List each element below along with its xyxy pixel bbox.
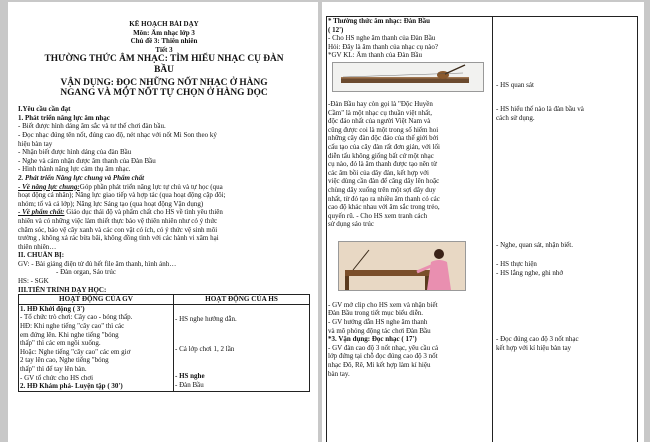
quality-text: Giáo dục thái độ và phẩm chất cho HS về tình yêu thiên — [64, 208, 223, 217]
text-line: - HS nghe — [175, 371, 205, 380]
process-heading: III.TIẾN TRÌNH DẠY HỌC: — [18, 285, 107, 294]
lesson-title-line-1: THƯỜNG THỨC ÂM NHẠC: TÌM HIỂU NHẠC CỤ ĐÀN — [44, 54, 284, 65]
student-activity-cell — [493, 17, 638, 442]
student-column-header: HOẠT ĐỘNG CỦA HS — [174, 295, 310, 305]
activity-table-continued — [326, 16, 638, 442]
dan-bau-instrument-image — [332, 62, 484, 92]
requirements-heading: I.Yêu cầu cần đạt — [18, 105, 71, 114]
text-line: - Đọc đúng cao độ 3 nốt nhạc — [496, 335, 579, 343]
text-line: - GV tổ chức cho HS chơi — [20, 373, 94, 382]
teacher-activity-cell — [327, 17, 493, 442]
text-line: - Nhận biết được hình dáng của đàn Bầu — [18, 148, 132, 157]
text-line: Cầm" là một nhạc cụ thuần việt nhất, — [328, 108, 432, 117]
text-line: trường , không xả rác bừa bãi, không đồng tình với các hành vi xâm hại — [18, 234, 219, 243]
text-line: ( 12') — [328, 25, 344, 34]
text-line: - Hình thành năng lực cảm thụ âm nhạc. — [18, 165, 131, 174]
text-line: cụ nào, đó là âm thanh được tạo nên từ — [328, 160, 437, 169]
plan-title: KẾ HOẠCH BÀI DẠY — [129, 20, 199, 28]
text-line: việc dùng cần đàn để căng dây lên hoặc — [328, 177, 440, 186]
student-activity-cell — [174, 304, 310, 391]
quality-label: - Về phẩm chất: — [18, 208, 65, 217]
dan-bau-instrument-icon — [333, 63, 484, 92]
text-line: thiên nhiên… — [18, 242, 57, 251]
text-line: 2 tay lên cao, Nghe tiếng "bóng — [20, 356, 109, 365]
text-line: - Đàn organ, Sáo trúc — [56, 268, 116, 277]
performer-playing-icon — [339, 242, 466, 291]
text-line: hoạt động cá nhân); Năng lực giao tiếp và hợp tác (qua hoạt động cặp đôi; — [18, 191, 226, 200]
text-line: thấp" thì các em ngồi xuống. — [20, 339, 101, 348]
competence-label: - Về năng lực chung: — [18, 182, 80, 191]
activity-table — [18, 294, 310, 391]
period-line: Tiết 3 — [155, 45, 173, 54]
text-line: - Nghe và cảm nhận được âm thanh của Đàn Bầu — [18, 156, 156, 165]
text-line: - HS hiểu thế nào là đàn bầu và — [496, 105, 584, 113]
text-line: - GV đàn cao độ 3 nốt nhạc, yêu cầu cả — [328, 343, 439, 352]
text-line: các âm bồi của dây đàn, kết hợp với — [328, 168, 429, 177]
text-line: chùng dây xuống trên một sợi dây duy — [328, 185, 436, 194]
text-line: cách sử dụng. — [496, 113, 535, 122]
text-line: hiệu bàn tay — [18, 139, 53, 148]
text-line: *GV KL: Âm thanh của Đàn Bầu — [328, 51, 422, 60]
text-line: HĐ: Khi nghe tiếng "cây cao" thì các — [20, 321, 125, 330]
text-line: những cây đàn độc đáo của thế giới bởi — [328, 134, 439, 143]
text-line: - GV hướng dẫn HS nghe âm thanh — [328, 318, 428, 327]
text-line: nhiên và có những việc làm thiết thực bảo vệ thiên nhiên như có ý thức — [18, 216, 218, 225]
text-line: quyến rũ. - Cho HS xem tranh cách — [328, 211, 428, 220]
text-line: bàn tay. — [328, 369, 350, 378]
text-line: chăm sóc, bảo vệ cây xanh và các con vật có ích, có ý thức vệ sinh môi — [18, 225, 218, 234]
text-line: - HS lắng nghe, ghi nhớ — [496, 269, 564, 277]
text-line: nhóm; tổ và cả lớp); Năng lực Sáng tạo (qua hoạt động Vận dụng) — [18, 199, 204, 208]
text-line: cao độ khác nhau với âm sắc trong trẻo, — [328, 203, 440, 212]
text-line: và mô phỏng động tác chơi Đàn Bầu — [328, 326, 431, 335]
text-line: Đàn Bầu trong tiết mục biểu diễn. — [328, 309, 424, 318]
competence-text: Góp phần phát triển năng lực tự chủ và tự học (qua — [79, 182, 223, 191]
text-line: - Nghe, quan sát, nhận biết. — [496, 241, 573, 249]
text-line: * Thường thức âm nhạc: Đàn Bầu — [328, 17, 431, 25]
text-line: *3. Vận dụng: Đọc nhạc ( 17') — [328, 335, 417, 344]
text-line: Hỏi: Đây là âm thanh của nhạc cụ nào? — [328, 42, 439, 51]
text-line: cũng được coi là một trong số hiếm hoi — [328, 125, 439, 134]
lesson-title-line-3: VẬN DỤNG: ĐỌC NHỮNG NỐT NHẠC Ở HÀNG — [60, 77, 268, 88]
text-line: nhất, từ đó tạo ra nhiều âm thanh có các — [328, 194, 440, 203]
text-line: HS: - SGK — [18, 277, 49, 286]
text-line: GV: - Bài giảng điện tử đủ hết file âm thanh, hình ảnh… — [18, 259, 177, 268]
text-line: nhạc Đô, Rê, Mi kết hợp làm kí hiệu — [328, 361, 431, 370]
text-line: - HS thực hiện — [496, 260, 537, 268]
text-line: - Đọc nhạc đúng tên nốt, đúng cao độ, nét nhạc với nốt Mi Son theo ký — [18, 130, 217, 139]
text-line: - HS nghe hướng dẫn. — [175, 314, 237, 323]
performer-playing-image — [338, 241, 466, 291]
topic-line: Chủ đề 3: Thiên nhiên — [130, 37, 198, 46]
left-page — [8, 2, 318, 442]
text-line: 2. HĐ Khám phá- Luyện tập ( 30') — [20, 382, 123, 391]
text-line: - GV mở clip cho HS xem và nhận biết — [328, 300, 438, 309]
text-line: sử dụng sáo trúc — [328, 220, 374, 229]
lesson-title-line-4: NGANG VÀ MỘT NỐT TỰ CHỌN Ở HÀNG DỌC — [60, 87, 268, 98]
text-line: cấu tạo của cây đàn rất đơn giản, với lối — [328, 142, 440, 151]
text-line: 1. HĐ Khởi động ( 3') — [20, 304, 85, 313]
text-line: Hoặc: Nghe tiếng "cây cao" các em giơ — [20, 347, 131, 356]
text-line: độc đáo nhất của người Việt Nam và — [328, 117, 431, 126]
preparation-heading: II. CHUẨN BỊ: — [18, 251, 65, 260]
section-2-heading: 2. Phát triển Năng lực chung và Phẩm chất — [18, 173, 145, 182]
lesson-title-line-2: BẦU — [154, 64, 174, 75]
text-line: kết hợp với kí hiệu bàn tay — [496, 344, 572, 352]
right-page — [322, 2, 644, 442]
text-line: thấp" thì để tay lên bàn. — [20, 364, 87, 373]
text-line: diễn tấu không giống bất cứ một nhạc — [328, 151, 434, 160]
section-1-heading: 1. Phát triển năng lực âm nhạc — [18, 113, 110, 122]
subject-line: Môn: Âm nhạc lớp 3 — [133, 28, 195, 37]
text-line: - Cả lớp chơi 1, 2 lần — [175, 345, 235, 354]
text-line: - Tổ chức trò chơi: Cây cao - bóng thấp. — [20, 313, 133, 322]
text-line: -Đàn Bầu hay còn gọi là "Độc Huyền — [328, 99, 433, 108]
text-line: em đứng lên. Khi nghe tiếng "bóng — [20, 330, 119, 339]
text-line: - Cho HS nghe âm thanh của Đàn Bầu — [328, 34, 436, 43]
teacher-column-header: HOẠT ĐỘNG CỦA GV — [19, 295, 174, 305]
text-line: - Đàn Bầu — [175, 380, 204, 389]
text-line: - Biết được hình dáng âm sắc và tư thế chơi đàn bầu. — [18, 122, 166, 131]
text-line: - HS quan sát — [496, 81, 534, 89]
teacher-activity-cell — [19, 304, 174, 391]
text-line: lớp đứng tại chỗ đọc đúng cao độ 3 nốt — [328, 352, 438, 361]
